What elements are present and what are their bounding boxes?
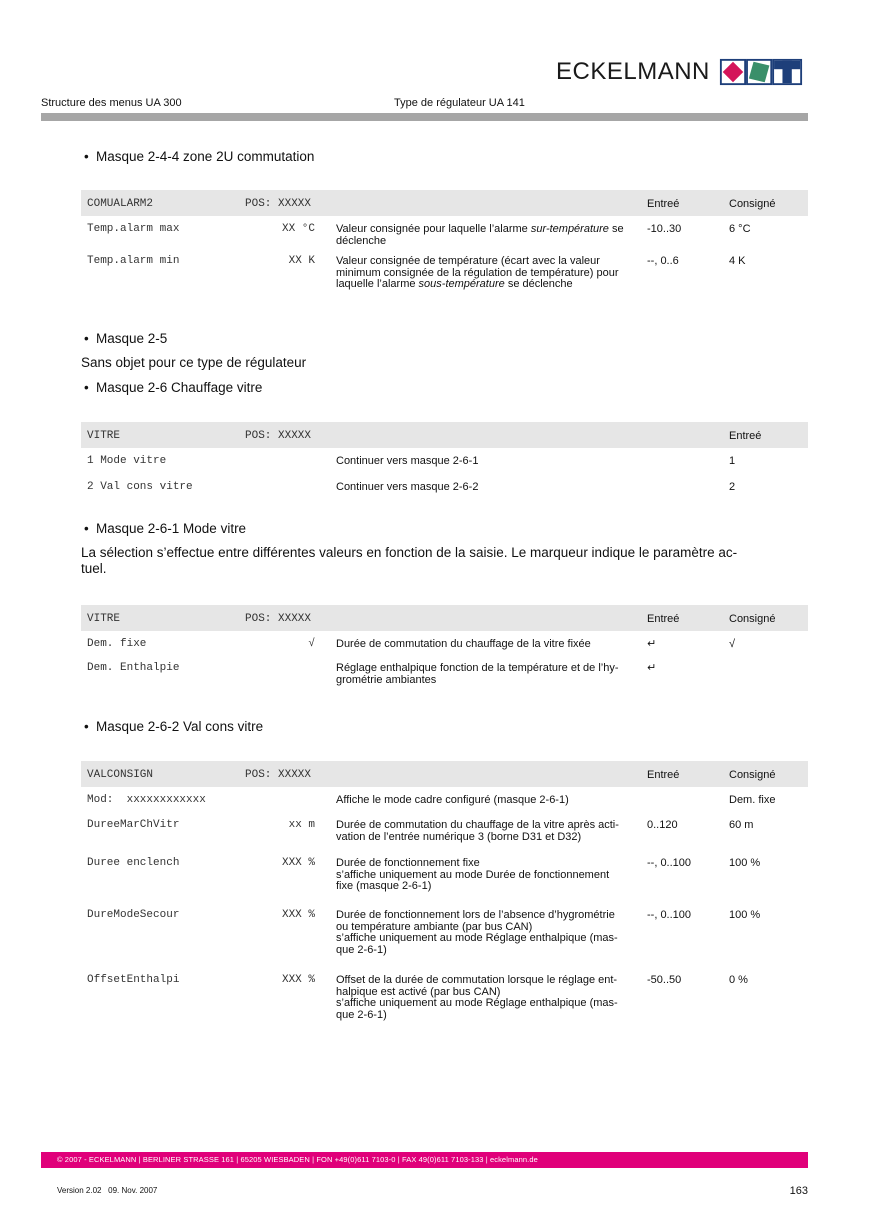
bullet-icon: •	[84, 331, 89, 346]
table-comualarm2	[81, 190, 808, 288]
eckelmann-logo	[556, 56, 806, 88]
logo-marks-icon	[716, 58, 806, 86]
table-row: Dem. fixe √ Durée de commutation du chauffage de la vitre fixée ↵ √	[87, 638, 736, 650]
table-row: Duree enclench XXX % Durée de fonctionnement fixe s’affiche uniquement au mode Durée de fonctionnement fixe (masque 2-6-1) --, 0..100 100 %	[87, 857, 761, 892]
section-text: Sans objet pour ce type de régulateur	[81, 355, 307, 370]
table-vitre	[81, 422, 808, 500]
section-text: La sélection s’effectue entre différentes valeurs en fonction de la saisie. Le marqueur indique le paramètre ac- tuel.	[81, 545, 738, 576]
enter-icon: ↵	[647, 662, 657, 674]
table-vitre-mode	[81, 605, 808, 695]
section-heading: • Masque 2-6-2 Val cons vitre	[84, 719, 264, 734]
table-header: VITRE POS: XXXXX Entreé	[81, 422, 808, 448]
table-row: OffsetEnthalpi XXX % Offset de la durée de commutation lorsque le réglage ent- halpique est activé (par bus CAN) s’affiche uniquement au mode Réglage enthalpique (mas- que 2-6-1) -50..50 0 %	[87, 974, 748, 1021]
check-icon: √	[308, 638, 315, 650]
header-regulator-type: Type de régulateur UA 141	[394, 97, 525, 109]
enter-icon: ↵	[647, 638, 657, 650]
page-number: 163	[789, 1185, 808, 1197]
table-header: VITRE POS: XXXXX Entreé Consigné	[81, 605, 808, 631]
section-heading: • Masque 2-5	[84, 331, 168, 346]
table-row: DureModeSecour XXX % Durée de fonctionnement lors de l’absence d’hygrométrie ou température ambiante (par bus CAN) s’affiche uniquement au mode Réglage enthalpique (mas- que 2-6-1) --, 0..100 100 %	[87, 909, 761, 956]
bullet-icon: •	[84, 719, 89, 734]
table-row: Dem. Enthalpie Réglage enthalpique fonction de la température et de l’hy- grométrie ambiantes ↵	[87, 662, 657, 686]
table-row: DureeMarChVitr xx m Durée de commutation du chauffage de la vitre après acti- vation de l’entrée numérique 3 (borne D31 et D32) 0..120 60 m	[87, 819, 754, 843]
table-header: VALCONSIGN POS: XXXXX Entreé Consigné	[81, 761, 808, 787]
section-heading: • Masque 2-4-4 zone 2U commutation	[84, 149, 315, 164]
logo-text: ECKELMANN	[556, 58, 710, 85]
section-heading: • Masque 2-6 Chauffage vitre	[84, 380, 263, 395]
bullet-icon: •	[84, 149, 89, 164]
header-document-title: Structure des menus UA 300	[41, 97, 182, 109]
footer-address: © 2007 - ECKELMANN | BERLINER STRASSE 161 | 65205 WIESBADEN | FON +49(0)611 7103-0 | FAX 49(0)611 7103-133 | eckelmann.de	[57, 1155, 538, 1164]
check-icon: √	[729, 638, 736, 650]
bullet-icon: •	[84, 521, 89, 536]
table-header: COMUALARM2 POS: XXXXX Entreé Consigné	[81, 190, 808, 216]
table-row: 1 Mode vitre Continuer vers masque 2-6-1 1	[87, 455, 736, 467]
header-bar	[41, 113, 808, 121]
table-row: 2 Val cons vitre Continuer vers masque 2-6-2 2	[87, 481, 736, 493]
footer-version: Version 2.02 09. Nov. 2007	[57, 1186, 158, 1195]
table-row: Mod: xxxxxxxxxxxx Affiche le mode cadre configuré (masque 2-6-1) Dem. fixe	[87, 794, 776, 806]
section-heading: • Masque 2-6-1 Mode vitre	[84, 521, 247, 536]
table-row: Temp.alarm max XX °C Valeur consignée pour laquelle l’alarme sur-température se déclenche -10..30 6 °C	[87, 223, 751, 247]
table-row: Temp.alarm min XX K Valeur consignée de température (écart avec la valeur minimum consignée de la régulation de température) pour laquelle l’alarme sous-température se déclenche --, 0..6 4 K	[87, 255, 746, 290]
bullet-icon: •	[84, 380, 89, 395]
table-valconsign	[81, 761, 808, 1027]
